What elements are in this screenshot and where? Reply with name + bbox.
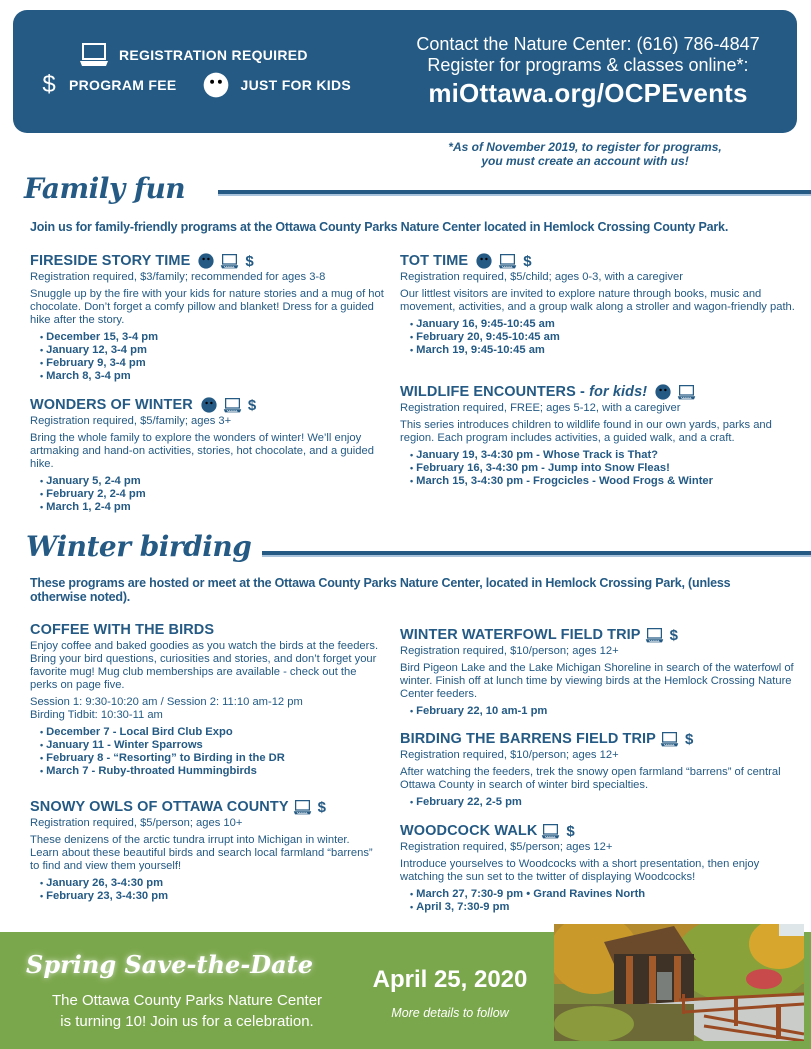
- program-meta: Registration required, $10/person; ages 12+: [400, 749, 619, 761]
- header-banner: [13, 10, 797, 133]
- program-description: Introduce yourselves to Woodcocks with a short presentation, then enjoy watching the sun set to the twitter of displaying Woodcocks!: [400, 858, 760, 883]
- program-title: COFFEE WITH THE BIRDS: [30, 622, 215, 638]
- smile-icon: [201, 397, 217, 413]
- program-sessions: Session 1: 9:30-10:20 am / Session 2: 11:10 am-12 pm: [30, 696, 303, 708]
- smile-icon: [655, 384, 671, 400]
- program-dates: [400, 318, 795, 357]
- winter-birding-intro: These programs are hosted or meet at the Ottawa County Parks Nature Center, located in Hemlock Crossing Park, (unless otherwise noted).: [30, 576, 731, 604]
- date-item: • March 8, 3-4 pm: [40, 370, 385, 383]
- program-meta: Registration required, $3/family; recommended for ages 3-8: [30, 271, 326, 283]
- program-title: SNOWY OWLS OF OTTAWA COUNTY: [30, 799, 289, 815]
- banner-title: Spring Save-the-Date: [26, 950, 314, 979]
- date-item: • January 12, 3-4 pm: [40, 344, 385, 357]
- family-fun-intro: Join us for family-friendly programs at the Ottawa County Parks Nature Center located in Hemlock Crossing County Park.: [30, 220, 729, 234]
- program-description: Bring the whole family to explore the wonders of winter! We’ll enjoy artmaking and hand-on activities, stories, hot chocolate, and a guided hike.: [30, 432, 374, 470]
- laptop-icon: [660, 732, 679, 747]
- date-item: • February 9, 3-4 pm: [40, 357, 385, 370]
- banner-more-details: More details to follow: [391, 1006, 509, 1020]
- laptop-icon: [79, 43, 109, 67]
- program-meta: Registration required, FREE; ages 5-12, with a caregiver: [400, 402, 681, 414]
- date-item: • March 19, 9:45-10:45 am: [410, 344, 795, 357]
- dollar-icon: $: [566, 822, 575, 840]
- date-item: • February 20, 9:45-10:45 am: [410, 331, 795, 344]
- dollar-icon: $: [247, 396, 257, 414]
- date-item: • January 11 - Winter Sparrows: [40, 739, 380, 752]
- nature-center-photo: [554, 924, 804, 1041]
- program-dates: [400, 796, 800, 809]
- smile-icon: [476, 253, 492, 269]
- program-title: TOT TIME: [400, 253, 469, 269]
- dollar-icon: $: [669, 626, 679, 644]
- dollar-icon: $: [317, 798, 327, 816]
- legend-kids-label: JUST FOR KIDS: [240, 77, 351, 93]
- nature-center-photo-graphic: [554, 924, 804, 1041]
- dollar-icon: $: [245, 252, 254, 270]
- program-meta: Registration required, $5/family; ages 3+: [30, 415, 232, 427]
- registration-footnote: [400, 140, 770, 168]
- dollar-icon: $: [684, 730, 694, 748]
- register-url-link[interactable]: miOttawa.org/OCPEvents: [428, 78, 748, 108]
- icon-legend: [41, 40, 371, 100]
- program-wonders-of-winter: [30, 396, 385, 514]
- legend-registration-label: REGISTRATION REQUIRED: [119, 47, 308, 63]
- date-item: • February 8 - “Resorting” to Birding in the DR: [40, 752, 380, 765]
- laptop-icon: [541, 824, 560, 839]
- program-dates: [30, 331, 385, 383]
- banner-subtitle-line1: The Ottawa County Parks Nature Center: [51, 992, 323, 1009]
- program-fireside-story-time: [30, 252, 385, 383]
- laptop-icon: [220, 254, 239, 269]
- contact-phone: Contact the Nature Center: (616) 786-4847: [416, 34, 760, 54]
- program-description: Bird Pigeon Lake and the Lake Michigan Shoreline in search of the waterfowl of winter. Finish off at lunch time by viewing birds at the Hemlock Crossing Nature Center feeders.: [400, 662, 794, 700]
- footnote-line1: *As of November 2019, to register for programs,: [448, 140, 722, 154]
- program-meta: Registration required, $5/child; ages 0-3, with a caregiver: [400, 271, 683, 283]
- contact-register-text: Register for programs & classes online*:: [427, 55, 749, 75]
- date-item: • December 15, 3-4 pm: [40, 331, 385, 344]
- section-title-family-fun: Family fun: [24, 172, 186, 205]
- program-dates: [30, 877, 380, 903]
- date-item: • March 1, 2-4 pm: [40, 501, 385, 514]
- program-description: This series introduces children to wildlife found in our own yards, parks and region. Each program includes activities, a guided walk, and a craft.: [400, 419, 772, 444]
- date-item: • February 2, 2-4 pm: [40, 488, 385, 501]
- program-coffee-with-the-birds: [30, 621, 380, 778]
- smile-icon: [198, 253, 214, 269]
- section-title-winter-birding: Winter birding: [26, 530, 252, 563]
- dollar-icon: $: [523, 252, 532, 270]
- banner-subtitle-line2: is turning 10! Join us for a celebration.: [60, 1013, 314, 1030]
- program-title: WONDERS OF WINTER: [30, 397, 193, 413]
- program-meta: Registration required, $5/person; ages 10+: [30, 817, 243, 829]
- laptop-icon: [223, 398, 242, 413]
- smile-icon: [203, 72, 229, 98]
- date-item: • February 23, 3-4:30 pm: [40, 890, 380, 903]
- program-title: BIRDING THE BARRENS FIELD TRIP: [400, 731, 656, 747]
- program-dates: [30, 475, 385, 514]
- dollar-icon: $: [42, 71, 56, 98]
- date-item: • March 15, 3-4:30 pm - Frogcicles - Wood Frogs & Winter: [410, 475, 800, 488]
- laptop-icon: [293, 800, 312, 815]
- program-dates: [30, 726, 380, 778]
- program-description: Enjoy coffee and baked goodies as you watch the birds at the feeders. Bring your bird questions, curiosities and stories, and don’t forget your favorite mug! Mug club memberships are available - check out the perks on page five.: [30, 640, 379, 691]
- program-description: After watching the feeders, trek the snowy open farmland “barrens” of central Ottawa County in search of winter bird specialties.: [400, 766, 781, 791]
- laptop-icon: [677, 385, 696, 400]
- program-dates: [400, 705, 800, 718]
- program-tot-time: [400, 252, 795, 357]
- legend-registration: [41, 40, 371, 70]
- program-winter-waterfowl: [400, 626, 800, 718]
- banner-date: April 25, 2020: [372, 966, 528, 993]
- date-item: • March 27, 7:30-9 pm • Grand Ravines North: [410, 888, 800, 901]
- program-title: WINTER WATERFOWL FIELD TRIP: [400, 627, 641, 643]
- date-item: • February 22, 2-5 pm: [410, 796, 800, 809]
- program-title: FIRESIDE STORY TIME: [30, 253, 191, 269]
- program-birding-the-barrens: [400, 730, 800, 809]
- section-divider: [262, 551, 811, 555]
- legend-fee-label: PROGRAM FEE: [69, 77, 177, 93]
- date-item: • December 7 - Local Bird Club Expo: [40, 726, 380, 739]
- legend-fee-kids: [41, 70, 371, 100]
- date-item: • January 26, 3-4:30 pm: [40, 877, 380, 890]
- date-item: • January 5, 2-4 pm: [40, 475, 385, 488]
- program-description: Snuggle up by the fire with your kids for nature stories and a mug of hot chocolate. Don’t forget a comfy pillow and blanket! Dress for a guided hike after the story.: [30, 288, 384, 326]
- program-tidbit: Birding Tidbit: 10:30-11 am: [30, 709, 163, 721]
- program-meta: Registration required, $10/person; ages 12+: [400, 645, 619, 657]
- date-item: • April 3, 7:30-9 pm: [410, 901, 800, 914]
- date-item: • January 16, 9:45-10:45 am: [410, 318, 795, 331]
- date-item: • February 22, 10 am-1 pm: [410, 705, 800, 718]
- program-title: WOODCOCK WALK: [400, 823, 538, 839]
- laptop-icon: [645, 628, 664, 643]
- program-description: Our littlest visitors are invited to explore nature through books, music and movement, activities, and a group walk along a stroller and wagon-friendly path.: [400, 288, 795, 313]
- program-snowy-owls: [30, 798, 380, 903]
- section-divider: [218, 190, 811, 194]
- program-title: WILDLIFE ENCOUNTERS -: [400, 384, 585, 400]
- contact-info: [383, 34, 793, 110]
- date-item: • January 19, 3-4:30 pm - Whose Track is That?: [410, 449, 800, 462]
- program-woodcock-walk: [400, 822, 800, 914]
- banner-subtitle: [22, 990, 352, 1032]
- program-title-emphasis: for kids!: [589, 384, 648, 400]
- laptop-icon: [498, 254, 517, 269]
- date-item: • February 16, 3-4:30 pm - Jump into Snow Fleas!: [410, 462, 800, 475]
- program-description: These denizens of the arctic tundra irrupt into Michigan in winter. Learn about these beautiful birds and search local farmland “barrens” to find and view them yourself!: [30, 834, 373, 872]
- date-item: • March 7 - Ruby-throated Hummingbirds: [40, 765, 380, 778]
- program-wildlife-encounters: [400, 383, 800, 488]
- footnote-line2: you must create an account with us!: [481, 154, 689, 168]
- program-dates: [400, 888, 800, 914]
- program-dates: [400, 449, 800, 488]
- program-meta: Registration required, $5/person; ages 12+: [400, 841, 613, 853]
